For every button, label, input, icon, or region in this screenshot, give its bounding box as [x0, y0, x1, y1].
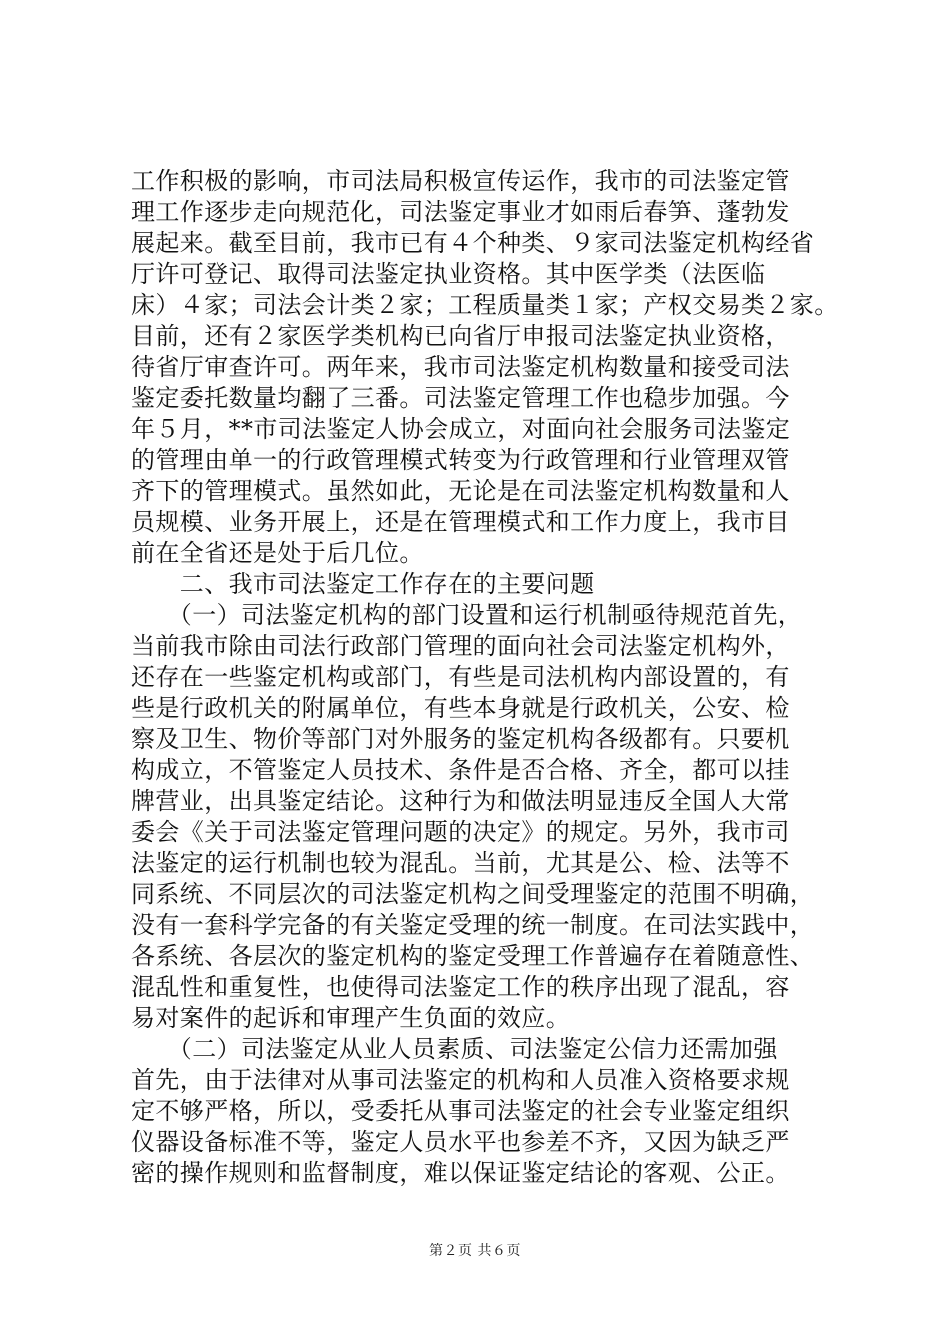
text-line: 法鉴定的运行机制也较为混乱。当前，尤其是公、检、法等不 [131, 849, 790, 877]
text-line: 各系统、各层次的鉴定机构的鉴定受理工作普遍存在着随意性、 [131, 942, 815, 970]
text-line: 当前我市除由司法行政部门管理的面向社会司法鉴定机构外， [131, 632, 790, 660]
text-line: 厅许可登记、取得司法鉴定执业资格。其中医学类（法医临 [131, 260, 766, 288]
text-line: 牌营业，出具鉴定结论。这种行为和做法明显违反全国人大常 [131, 787, 790, 815]
text-line: 没有一套科学完备的有关鉴定受理的统一制度。在司法实践中， [131, 911, 815, 939]
text-line: 前在全省还是处于后几位。 [131, 539, 424, 567]
text-line: 易对案件的起诉和审理产生负面的效应。 [131, 1004, 571, 1032]
document-body [131, 166, 851, 1189]
text-line: 察及卫生、物价等部门对外服务的鉴定机构各级都有。只要机 [131, 725, 790, 753]
text-line: （一）司法鉴定机构的部门设置和运行机制亟待规范首先， [131, 601, 803, 629]
text-line: 些是行政机关的附属单位，有些本身就是行政机关，公安、检 [131, 694, 790, 722]
text-line: 构成立，不管鉴定人员技术、条件是否合格、齐全，都可以挂 [131, 756, 790, 784]
text-line: 展起来。截至目前，我市已有４个种类、９家司法鉴定机构经省 [131, 229, 815, 257]
text-line: 待省厅审查许可。两年来，我市司法鉴定机构数量和接受司法 [131, 353, 790, 381]
text-line: 混乱性和重复性，也使得司法鉴定工作的秩序出现了混乱，容 [131, 973, 790, 1001]
text-line: 年５月，**市司法鉴定人协会成立，对面向社会服务司法鉴定 [131, 415, 791, 443]
text-line: 定不够严格，所以，受委托从事司法鉴定的社会专业鉴定组织 [131, 1097, 790, 1125]
text-line: 委会《关于司法鉴定管理问题的决定》的规定。另外，我市司 [131, 818, 790, 846]
page-footer: 第２页 共６页 [429, 1243, 521, 1259]
text-line: 理工作逐步走向规范化，司法鉴定事业才如雨后春笋、蓬勃发 [131, 198, 790, 226]
text-line: 床）４家；司法会计类２家；工程质量类１家；产权交易类２家。 [131, 291, 839, 319]
text-line: 鉴定委托数量均翻了三番。司法鉴定管理工作也稳步加强。今 [131, 384, 790, 412]
text-line: 员规模、业务开展上，还是在管理模式和工作力度上，我市目 [131, 508, 790, 536]
text-line: 还存在一些鉴定机构或部门，有些是司法机构内部设置的，有 [131, 663, 790, 691]
text-line: 密的操作规则和监督制度，难以保证鉴定结论的客观、公正。 [131, 1159, 790, 1187]
text-line: 同系统、不同层次的司法鉴定机构之间受理鉴定的范围不明确， [131, 880, 815, 908]
text-line: 首先，由于法律对从事司法鉴定的机构和人员准入资格要求规 [131, 1066, 790, 1094]
text-line: 仪器设备标准不等，鉴定人员水平也参差不齐，又因为缺乏严 [131, 1128, 790, 1156]
text-line: 的管理由单一的行政管理模式转变为行政管理和行业管理双管 [131, 446, 790, 474]
text-line: 二、我市司法鉴定工作存在的主要问题 [131, 570, 595, 598]
text-line: 工作积极的影响，市司法局积极宣传运作，我市的司法鉴定管 [131, 167, 790, 195]
text-line: 齐下的管理模式。虽然如此，无论是在司法鉴定机构数量和人 [131, 477, 790, 505]
text-line: 目前，还有２家医学类机构已向省厅申报司法鉴定执业资格， [131, 322, 790, 350]
text-line: （二）司法鉴定从业人员素质、司法鉴定公信力还需加强 [131, 1035, 778, 1063]
